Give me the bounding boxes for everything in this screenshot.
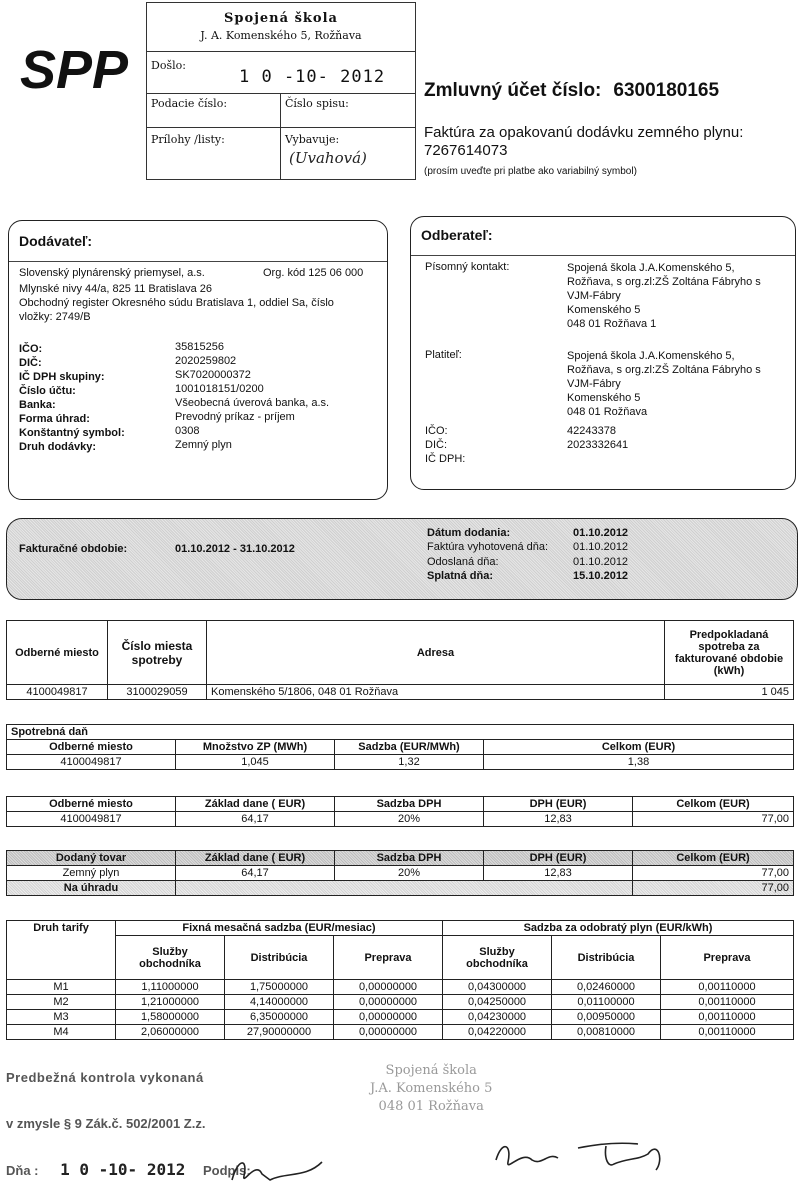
supplier-icdph: SK7020000372 [175,369,251,381]
customer-title: Odberateľ: [421,227,493,243]
amount-due-row [7,881,794,896]
supplier-dic-label: DIČ: [19,357,42,369]
billing-period-band [6,518,798,600]
supplier-icdph-label: IČ DPH skupiny: [19,371,105,383]
supplier-title: Dodávateľ: [19,233,93,249]
customer-payer-label: Platiteľ: [425,349,462,361]
table-row: M4 2,06000000 27,90000000 0,00000000 0,04220000 0,00810000 0,00110000 [7,1025,794,1040]
table-row: M2 1,21000000 4,14000000 0,00000000 0,04250000 0,01100000 0,00110000 [7,995,794,1010]
col-sadzba-plyn: Sadzba za odobratý plyn (EUR/kWh) [443,921,794,936]
supplier-account: 1001018151/0200 [175,383,264,395]
table-row: 4100049817 1,045 1,32 1,38 [7,755,794,770]
tariff-table: Druh tarify Fixná mesačná sadzba (EUR/mesiac) Sadzba za odobratý plyn (EUR/kWh) Služby obchodníka Distribúcia Preprava Služby obchodníka Distribúcia Preprava M1 1,11000000 1,75000000 0,00000000 0,04300000 0,02460000 0,00110000 M2 1,21000000 4,14000000 0,00000000 0,04250000 0,01100000 0,00110000 M3 1,58000000 6,35000000 0,00000000 0,04230000 0,00950000 0,00110000 M4 2,06000000 27,90000000 0,00000000 0,04220000 0,00810000 0,00110000 [6,920,794,1040]
customer-ico-label: IČO: [425,425,448,437]
supplier-bank-label: Banka: [19,399,56,411]
supplier-box [8,220,388,500]
sign-label: Podpis: [202,1163,251,1178]
control-stamp-line1: Predbežná kontrola vykonaná [6,1070,204,1085]
excise-tax-table: Spotrebná daň Odberné miesto Množstvo ZP (MWh) Sadzba (EUR/MWh) Celkom (EUR) 4100049817 1,045 1,32 1,38 [6,724,794,770]
supplier-account-label: Číslo účtu: [19,385,76,397]
customer-ico: 42243378 [567,425,616,437]
customer-contact: Spojená škola J.A.Komenského 5, Rožňava, s org.zl:ZŠ Zoltána Fábryho s VJM-Fábry Komenského 5 048 01 Rožňava 1 [567,262,761,330]
invoice-title: Faktúra za opakovanú dodávku zemného plynu: [424,124,744,141]
excise-title: Spotrebná daň [7,725,794,740]
supplier-register-1: Obchodný register Okresného súdu Bratislava 1, oddiel Sa, číslo [19,297,334,309]
supplier-ico: 35815256 [175,341,224,353]
customer-payer: Spojená škola J.A.Komenského 5, Rožňava, s org.zl:ZŠ Zoltána Fábryho s VJM-Fábry Komenského 5 048 01 Rožňava [567,350,761,418]
col-adresa: Adresa [207,621,665,685]
supplier-supply-label: Druh dodávky: [19,441,97,453]
stamp-prilohy-label: Prílohy /listy: [151,133,225,146]
due-date-label: Splatná dňa: [427,570,494,582]
vat-place-table: Odberné miesto Základ dane ( EUR) Sadzba DPH DPH (EUR) Celkom (EUR) 4100049817 64,17 20% 12,83 77,00 [6,796,794,827]
stamp-podacie-label: Podacie číslo: [151,97,228,110]
table-row: M3 1,58000000 6,35000000 0,00000000 0,04230000 0,00950000 0,00110000 [7,1010,794,1025]
day-label: Dňa : [6,1163,39,1178]
issued-date: 01.10.2012 [573,541,629,553]
school-stamp-faded: Spojená škola J.A. Komenského 5 048 01 Rožňava [370,1063,493,1114]
customer-dic: 2023332641 [567,439,629,451]
amount-due-label: Na úhradu [7,881,176,896]
received-stamp [146,2,416,180]
stamp-dosla-label: Došlo: [151,59,186,72]
stamp-spis-label: Číslo spisu: [285,97,349,110]
delivery-date-label: Dátum dodania: [427,527,511,539]
col-fixna-sadzba: Fixná mesačná sadzba (EUR/mesiac) [116,921,443,936]
col-predpokladana-spotreba: Predpokladaná spotreba za fakturované obdobie (kWh) [665,621,794,685]
account-number: 6300180165 [613,80,720,101]
issued-date-label: Faktúra vyhotovená dňa: [427,541,549,553]
supplier-org-code: Org. kód 125 06 000 [263,267,364,279]
stamp-school: Spojená škola [224,11,338,26]
sent-date-label: Odoslaná dňa: [427,556,499,568]
supplier-address: Mlynské nivy 44/a, 825 11 Bratislava 26 [19,283,213,295]
table-row: 4100049817 64,17 20% 12,83 77,00 [7,812,794,827]
amount-due-value: 77,00 [633,881,794,896]
logo-text: SPP [19,40,129,98]
customer-dic-label: DIČ: [425,439,447,451]
table-row: Zemný plyn 64,17 20% 12,83 77,00 [7,866,794,881]
invoice-note: (prosím uveďte pri platbe ako variabilný symbol) [424,166,637,177]
supplier-company: Slovenský plynárenský priemysel, a.s. [19,267,205,279]
customer-contact-label: Písomný kontakt: [425,261,510,273]
spp-logo [8,40,140,98]
supplier-bank: Všeobecná úverová banka, a.s. [175,397,330,409]
col-druh-tarify: Druh tarify [7,921,116,980]
period-value: 01.10.2012 - 31.10.2012 [175,543,295,555]
supplier-ico-label: IČO: [19,343,43,355]
stamp-date: 1 0 -10- 2012 [239,67,386,87]
table-row: 4100049817 3100029059 Komenského 5/1806, 048 01 Rožňava 1 045 [7,685,794,700]
consumption-place-table [6,620,794,700]
sent-date: 01.10.2012 [573,556,629,568]
supplier-payment-label: Forma úhrad: [19,413,90,425]
col-cislo-miesta: Číslo miesta spotreby [108,621,207,685]
table-row: M1 1,11000000 1,75000000 0,00000000 0,04300000 0,02460000 0,00110000 [7,980,794,995]
customer-icdph-label: IČ DPH: [425,453,466,465]
stamp-vybavuje-handwritten: (Uvahová) [289,149,367,167]
control-stamp-line2: v zmysle § 9 Zák.č. 502/2001 Z.z. [6,1116,206,1131]
supplier-supply: Zemný plyn [175,439,232,451]
control-stamp-line3 [6,1160,251,1179]
invoice-number: 7267614073 [424,142,508,159]
supplier-dic: 2020259802 [175,355,237,367]
supplier-register-2: vložky: 2749/B [19,311,91,323]
invoice-title-block [424,124,743,160]
supplier-constsym: 0308 [175,425,200,437]
period-label: Fakturačné obdobie: [19,543,128,555]
due-date: 15.10.2012 [573,570,629,582]
account-heading [424,80,719,102]
signature-2 [488,1130,678,1183]
stamp-vybavuje-label: Vybavuje: [285,133,340,146]
customer-box [410,216,796,490]
day-value: 1 0 -10- 2012 [60,1160,186,1179]
supplier-constsym-label: Konštantný symbol: [19,427,125,439]
delivered-goods-table: Dodaný tovar Základ dane ( EUR) Sadzba DPH DPH (EUR) Celkom (EUR) Zemný plyn 64,17 20% 12,83 77,00 Na úhradu 77,00 [6,850,794,896]
signature-1 [226,1150,336,1193]
delivery-date: 01.10.2012 [573,527,629,539]
col-odberne-miesto: Odberné miesto [7,621,108,685]
account-label: Zmluvný účet číslo: [424,80,602,101]
stamp-address: J. A. Komenského 5, Rožňava [200,29,362,42]
supplier-payment: Prevodný príkaz - príjem [175,411,295,423]
